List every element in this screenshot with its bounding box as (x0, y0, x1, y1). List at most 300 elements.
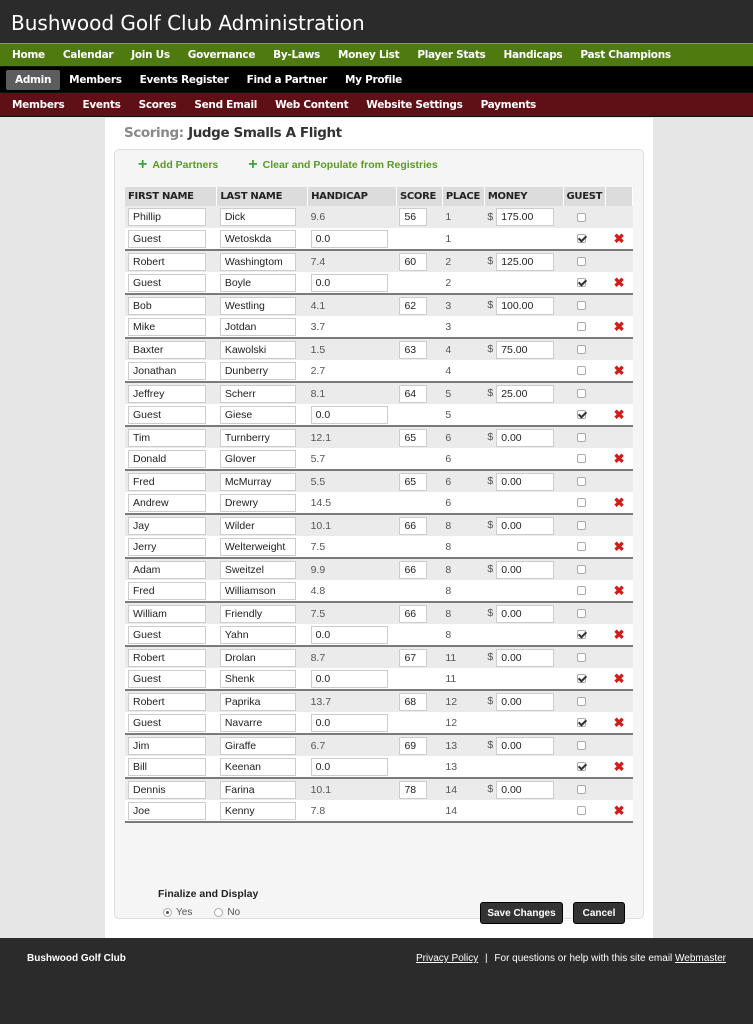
table-header-row (125, 187, 633, 206)
handicap-cell (308, 580, 397, 602)
remove-cell (606, 250, 633, 272)
guest-checkbox[interactable] (577, 345, 586, 354)
add-partners-link[interactable] (138, 156, 219, 173)
last-name-input[interactable]: Kenny (220, 802, 296, 820)
last-name-input[interactable]: Dick (220, 208, 296, 226)
guest-checkbox[interactable] (577, 609, 586, 618)
guest-checkbox[interactable] (577, 301, 586, 310)
handicap-value: 9.6 (310, 211, 326, 223)
money-input[interactable]: 0.00 (496, 781, 554, 799)
last-name-input[interactable]: Sweitzel (220, 561, 296, 579)
money-input[interactable]: 0.00 (496, 605, 554, 623)
handicap-value: 8.1 (310, 387, 326, 400)
last-name-cell (217, 448, 308, 470)
handicap-cell (308, 536, 397, 558)
app-title: Bushwood Golf Club Administration (0, 0, 753, 43)
first-name-input[interactable]: Bob (128, 297, 206, 315)
score-cell (396, 404, 442, 426)
money-input[interactable]: 0.00 (496, 429, 554, 447)
score-cell (396, 250, 442, 272)
place-cell (442, 338, 484, 360)
handicap-cell (308, 668, 397, 690)
admin-sub-nav (0, 93, 753, 117)
first-name-input[interactable]: Joe (128, 802, 206, 820)
table-row (125, 712, 633, 734)
handicap-input[interactable]: 0.0 (311, 714, 388, 732)
guest-checkbox[interactable] (577, 389, 586, 398)
guest-checkbox[interactable] (577, 278, 586, 287)
handicap-value: 7.8 (310, 804, 326, 817)
remove-icon[interactable]: ✖ (613, 230, 625, 246)
last-name-cell (217, 690, 308, 712)
handicap-cell (308, 382, 397, 404)
score-input[interactable]: 78 (399, 781, 427, 799)
handicap-input[interactable]: 0.0 (311, 230, 388, 248)
guest-checkbox[interactable] (577, 542, 586, 551)
money-cell (484, 404, 563, 426)
last-name-input[interactable]: Welterweight (220, 538, 296, 556)
remove-cell (606, 580, 633, 602)
last-name-cell (217, 558, 308, 580)
last-name-input[interactable]: Giese (220, 406, 296, 424)
money-cell (484, 514, 563, 536)
clear-populate-link[interactable] (248, 156, 438, 173)
first-name-cell (125, 426, 217, 448)
currency-symbol: $ (487, 475, 494, 488)
table-body (125, 206, 633, 822)
score-cell (396, 492, 442, 514)
score-cell (396, 668, 442, 690)
remove-cell (606, 382, 633, 404)
cancel-button[interactable]: Cancel (573, 902, 625, 924)
last-name-cell (217, 228, 308, 250)
score-input[interactable]: 66 (399, 517, 427, 535)
guest-checkbox[interactable] (577, 366, 586, 375)
handicap-value: 5.7 (310, 452, 326, 465)
money-cell (484, 734, 563, 756)
first-name-cell (125, 272, 217, 294)
remove-icon[interactable]: ✖ (613, 362, 625, 378)
last-name-input[interactable]: Drolan (220, 649, 296, 667)
place-cell (442, 250, 484, 272)
last-name-cell (217, 800, 308, 822)
first-name-cell (125, 646, 217, 668)
score-input[interactable]: 65 (399, 473, 427, 491)
guest-checkbox[interactable] (577, 433, 586, 442)
first-name-input[interactable]: William (128, 605, 206, 623)
place-value: 12 (445, 716, 458, 729)
last-name-cell (217, 426, 308, 448)
nav_admin-item-find-a-partner[interactable]: Find a Partner (246, 73, 328, 86)
guest-checkbox[interactable] (577, 718, 586, 727)
table-row (125, 426, 633, 448)
score-input[interactable]: 64 (399, 385, 427, 403)
money-input[interactable]: 0.00 (496, 561, 554, 579)
score-input[interactable]: 69 (399, 737, 427, 755)
last-name-input[interactable]: Paprika (220, 693, 296, 711)
column-header-first-name: FIRST NAME (125, 187, 217, 206)
save-changes-button[interactable]: Save Changes (480, 902, 563, 924)
first-name-input[interactable]: Phillip (128, 208, 206, 226)
nav_main-item-past-champions[interactable]: Past Champions (580, 49, 671, 61)
guest-checkbox[interactable] (577, 653, 586, 662)
nav_sub-item-send-email[interactable]: Send Email (194, 98, 258, 111)
webmaster-link[interactable]: Webmaster (675, 953, 726, 964)
remove-cell (606, 360, 633, 382)
last-name-input[interactable]: Wetoskda (220, 230, 296, 248)
score-input[interactable]: 63 (399, 341, 427, 359)
handicap-input[interactable]: 0.0 (311, 406, 388, 424)
first-name-input[interactable]: Jay (128, 517, 206, 535)
handicap-input[interactable]: 0.0 (311, 758, 388, 776)
remove-cell (606, 624, 633, 646)
money-cell (484, 712, 563, 734)
guest-checkbox[interactable] (577, 498, 586, 507)
nav_sub-item-scores[interactable]: Scores (138, 98, 177, 111)
money-cell (484, 690, 563, 712)
remove-icon[interactable]: ✖ (613, 274, 625, 290)
first-name-input[interactable]: Guest (128, 714, 206, 732)
score-input[interactable]: 56 (399, 208, 427, 226)
place-value: 11 (445, 651, 457, 664)
nav_main-item-money-list[interactable]: Money List (337, 49, 400, 61)
remove-icon[interactable]: ✖ (613, 582, 625, 598)
last-name-input[interactable]: Turnberry (220, 429, 296, 447)
money-cell (484, 558, 563, 580)
remove-icon[interactable]: ✖ (613, 626, 625, 642)
first-name-input[interactable]: Guest (128, 626, 206, 644)
guest-checkbox[interactable] (577, 806, 586, 815)
money-input[interactable]: 175.00 (496, 208, 554, 226)
guest-cell (563, 668, 606, 690)
score-cell (396, 272, 442, 294)
first-name-input[interactable]: Andrew (128, 494, 206, 512)
place-cell (442, 316, 484, 338)
guest-checkbox[interactable] (577, 410, 586, 419)
guest-checkbox[interactable] (577, 785, 586, 794)
content-area (105, 118, 653, 939)
last-name-input[interactable]: Glover (220, 450, 296, 468)
remove-icon[interactable]: ✖ (613, 714, 625, 730)
first-name-cell (125, 206, 217, 228)
nav_main-item-home[interactable]: Home (12, 49, 45, 61)
remove-cell (606, 558, 633, 580)
score-cell (396, 228, 442, 250)
guest-checkbox[interactable] (577, 674, 586, 683)
table-row (125, 338, 633, 360)
radio-no-label: No (227, 907, 241, 918)
first-name-cell (125, 536, 217, 558)
guest-checkbox[interactable] (577, 565, 586, 574)
table-row (125, 800, 633, 822)
nav_main-item-calendar[interactable]: Calendar (62, 49, 114, 61)
table-row (125, 360, 633, 382)
last-name-input[interactable]: Boyle (220, 274, 296, 292)
first-name-input[interactable]: Mike (128, 318, 206, 336)
nav_sub-item-website-settings[interactable]: Website Settings (366, 98, 463, 111)
table-row (125, 668, 633, 690)
place-value: 6 (445, 496, 452, 509)
currency-symbol: $ (487, 607, 494, 620)
place-cell (442, 668, 484, 690)
guest-checkbox[interactable] (577, 741, 586, 750)
nav_sub-item-events[interactable]: Events (82, 98, 121, 111)
place-cell (442, 294, 484, 316)
score-cell (396, 712, 442, 734)
guest-cell (563, 448, 606, 470)
nav_sub-item-members[interactable]: Members (12, 98, 65, 111)
money-input[interactable]: 75.00 (496, 341, 554, 359)
place-cell (442, 734, 484, 756)
currency-symbol: $ (487, 783, 494, 796)
guest-checkbox[interactable] (577, 454, 586, 463)
first-name-input[interactable]: Dennis (128, 781, 206, 799)
guest-cell (563, 624, 606, 646)
first-name-input[interactable]: Adam (128, 561, 206, 579)
place-cell (442, 514, 484, 536)
currency-symbol: $ (487, 343, 494, 356)
handicap-value: 6.7 (310, 739, 326, 752)
score-cell (396, 338, 442, 360)
remove-cell (606, 646, 633, 668)
first-name-input[interactable]: Jonathan (128, 362, 206, 380)
remove-cell (606, 492, 633, 514)
guest-checkbox[interactable] (577, 234, 586, 243)
first-name-input[interactable]: Guest (128, 274, 206, 292)
money-input[interactable]: 0.00 (496, 473, 554, 491)
first-name-input[interactable]: Fred (128, 582, 206, 600)
last-name-input[interactable]: Westling (220, 297, 296, 315)
handicap-input[interactable]: 0.0 (311, 274, 388, 292)
money-input[interactable]: 25.00 (496, 385, 554, 403)
remove-cell (606, 404, 633, 426)
guest-checkbox[interactable] (577, 762, 586, 771)
handicap-input[interactable]: 0.0 (311, 626, 388, 644)
finalize-yes-option[interactable] (163, 907, 192, 918)
remove-icon[interactable]: ✖ (613, 802, 625, 818)
last-name-input[interactable]: Keenan (220, 758, 296, 776)
admin-nav (0, 67, 753, 93)
guest-checkbox[interactable] (577, 257, 586, 266)
money-input[interactable]: 0.00 (496, 649, 554, 667)
score-input[interactable]: 60 (399, 253, 427, 271)
place-value: 6 (445, 475, 452, 488)
handicap-cell (308, 624, 397, 646)
money-input[interactable]: 0.00 (496, 517, 554, 535)
remove-cell (606, 800, 633, 822)
nav_admin-item-members[interactable]: Members (69, 73, 122, 86)
guest-cell (563, 250, 606, 272)
guest-checkbox[interactable] (577, 697, 586, 706)
score-input[interactable]: 62 (399, 297, 427, 315)
last-name-input[interactable]: Navarre (220, 714, 296, 732)
last-name-cell (217, 536, 308, 558)
radio-yes[interactable] (163, 908, 172, 917)
score-input[interactable]: 68 (399, 693, 427, 711)
finalize-options (163, 907, 240, 918)
handicap-value: 9.9 (310, 563, 326, 576)
handicap-value: 4.1 (310, 299, 326, 312)
first-name-cell (125, 602, 217, 624)
first-name-cell (125, 690, 217, 712)
nav_admin-item-my-profile[interactable]: My Profile (345, 73, 402, 86)
first-name-input[interactable]: Baxter (128, 341, 206, 359)
score-input[interactable]: 65 (399, 429, 427, 447)
guest-checkbox[interactable] (577, 213, 586, 222)
remove-icon[interactable]: ✖ (613, 450, 625, 466)
first-name-input[interactable]: Guest (128, 406, 206, 424)
remove-icon[interactable]: ✖ (613, 494, 625, 510)
table-row (125, 514, 633, 536)
place-value: 5 (445, 387, 452, 400)
handicap-cell (308, 756, 397, 778)
remove-icon[interactable]: ✖ (613, 406, 625, 422)
guest-cell (563, 778, 606, 800)
nav_main-item-by-laws[interactable]: By-Laws (273, 49, 320, 61)
place-cell (442, 272, 484, 294)
place-value: 13 (445, 760, 458, 773)
guest-cell (563, 382, 606, 404)
money-input[interactable]: 0.00 (496, 737, 554, 755)
guest-checkbox[interactable] (577, 521, 586, 530)
guest-checkbox[interactable] (577, 630, 586, 639)
place-cell (442, 448, 484, 470)
money-input[interactable]: 0.00 (496, 693, 554, 711)
handicap-cell (308, 360, 397, 382)
score-cell (396, 206, 442, 228)
last-name-input[interactable]: Farina (220, 781, 296, 799)
handicap-value: 12.1 (310, 431, 332, 444)
first-name-input[interactable]: Fred (128, 473, 206, 491)
first-name-input[interactable]: Jim (128, 737, 206, 755)
radio-no[interactable] (214, 908, 223, 917)
first-name-cell (125, 316, 217, 338)
nav_sub-item-payments[interactable]: Payments (480, 98, 536, 111)
first-name-input[interactable]: Robert (128, 693, 206, 711)
handicap-cell (308, 778, 397, 800)
first-name-cell (125, 734, 217, 756)
radio-yes-label: Yes (176, 907, 193, 918)
handicap-input[interactable]: 0.0 (311, 670, 388, 688)
remove-icon[interactable]: ✖ (613, 670, 625, 686)
table-row (125, 602, 633, 624)
last-name-input[interactable]: Giraffe (220, 737, 296, 755)
money-cell (484, 756, 563, 778)
currency-symbol: $ (487, 563, 494, 576)
money-cell (484, 360, 563, 382)
place-value: 1 (445, 211, 452, 223)
column-header-score: SCORE (396, 187, 442, 206)
handicap-cell (308, 294, 397, 316)
footer (0, 938, 753, 1024)
handicap-value: 7.4 (310, 255, 326, 268)
place-cell (442, 580, 484, 602)
guest-checkbox[interactable] (577, 586, 586, 595)
last-name-input[interactable]: Jotdan (220, 318, 296, 336)
nav_admin-item-events-register[interactable]: Events Register (139, 73, 229, 86)
remove-icon[interactable]: ✖ (613, 318, 625, 334)
last-name-input[interactable]: Washingtom (220, 253, 296, 271)
last-name-input[interactable]: Scherr (220, 385, 296, 403)
nav_sub-item-web-content[interactable]: Web Content (275, 98, 349, 111)
first-name-input[interactable]: Jeffrey (128, 385, 206, 403)
nav_main-item-join-us[interactable]: Join Us (131, 49, 170, 61)
place-cell (442, 360, 484, 382)
guest-cell (563, 360, 606, 382)
money-input[interactable]: 125.00 (496, 253, 554, 271)
first-name-input[interactable]: Tim (128, 429, 206, 447)
last-name-input[interactable]: Drewry (220, 494, 296, 512)
score-input[interactable]: 66 (399, 561, 427, 579)
last-name-input[interactable]: Friendly (220, 605, 296, 623)
last-name-input[interactable]: Williamson (220, 582, 296, 600)
remove-cell (606, 316, 633, 338)
last-name-input[interactable]: Kawolski (220, 341, 296, 359)
last-name-input[interactable]: McMurray (220, 473, 296, 491)
guest-checkbox[interactable] (577, 477, 586, 486)
guest-cell (563, 800, 606, 822)
place-value: 4 (445, 343, 452, 356)
last-name-input[interactable]: Yahn (220, 626, 296, 644)
nav_main-item-governance[interactable]: Governance (187, 49, 256, 61)
first-name-input[interactable]: Jerry (128, 538, 206, 556)
guest-cell (563, 580, 606, 602)
money-cell (484, 316, 563, 338)
money-input[interactable]: 100.00 (496, 297, 554, 315)
remove-icon[interactable]: ✖ (613, 538, 625, 554)
handicap-value: 2.7 (310, 364, 326, 377)
first-name-input[interactable]: Guest (128, 230, 206, 248)
score-input[interactable]: 66 (399, 605, 427, 623)
last-name-cell (217, 338, 308, 360)
score-cell (396, 382, 442, 404)
nav_admin-item-admin[interactable]: Admin (6, 70, 60, 90)
handicap-cell (308, 712, 397, 734)
place-cell (442, 492, 484, 514)
last-name-input[interactable]: Shenk (220, 670, 296, 688)
first-name-input[interactable]: Robert (128, 253, 206, 271)
remove-icon[interactable]: ✖ (613, 758, 625, 774)
money-cell (484, 668, 563, 690)
guest-cell (563, 756, 606, 778)
table-row (125, 470, 633, 492)
nav_main-item-player-stats[interactable]: Player Stats (417, 49, 486, 61)
score-cell (396, 514, 442, 536)
last-name-cell (217, 602, 308, 624)
first-name-input[interactable]: Bill (128, 758, 206, 776)
nav_main-item-handicaps[interactable]: Handicaps (503, 49, 563, 61)
table-row (125, 646, 633, 668)
place-value: 8 (445, 540, 452, 553)
first-name-input[interactable]: Donald (128, 450, 206, 468)
privacy-policy-link[interactable]: Privacy Policy (415, 953, 479, 964)
guest-checkbox[interactable] (577, 322, 586, 331)
handicap-cell (308, 734, 397, 756)
first-name-input[interactable]: Robert (128, 649, 206, 667)
first-name-cell (125, 492, 217, 514)
last-name-cell (217, 646, 308, 668)
last-name-input[interactable]: Dunberry (220, 362, 296, 380)
place-value: 14 (445, 783, 458, 796)
table-row (125, 778, 633, 800)
last-name-input[interactable]: Wilder (220, 517, 296, 535)
main-nav (0, 43, 753, 67)
score-input[interactable]: 67 (399, 649, 427, 667)
remove-cell (606, 668, 633, 690)
finalize-no-option[interactable] (214, 907, 240, 918)
first-name-input[interactable]: Guest (128, 670, 206, 688)
guest-cell (563, 404, 606, 426)
